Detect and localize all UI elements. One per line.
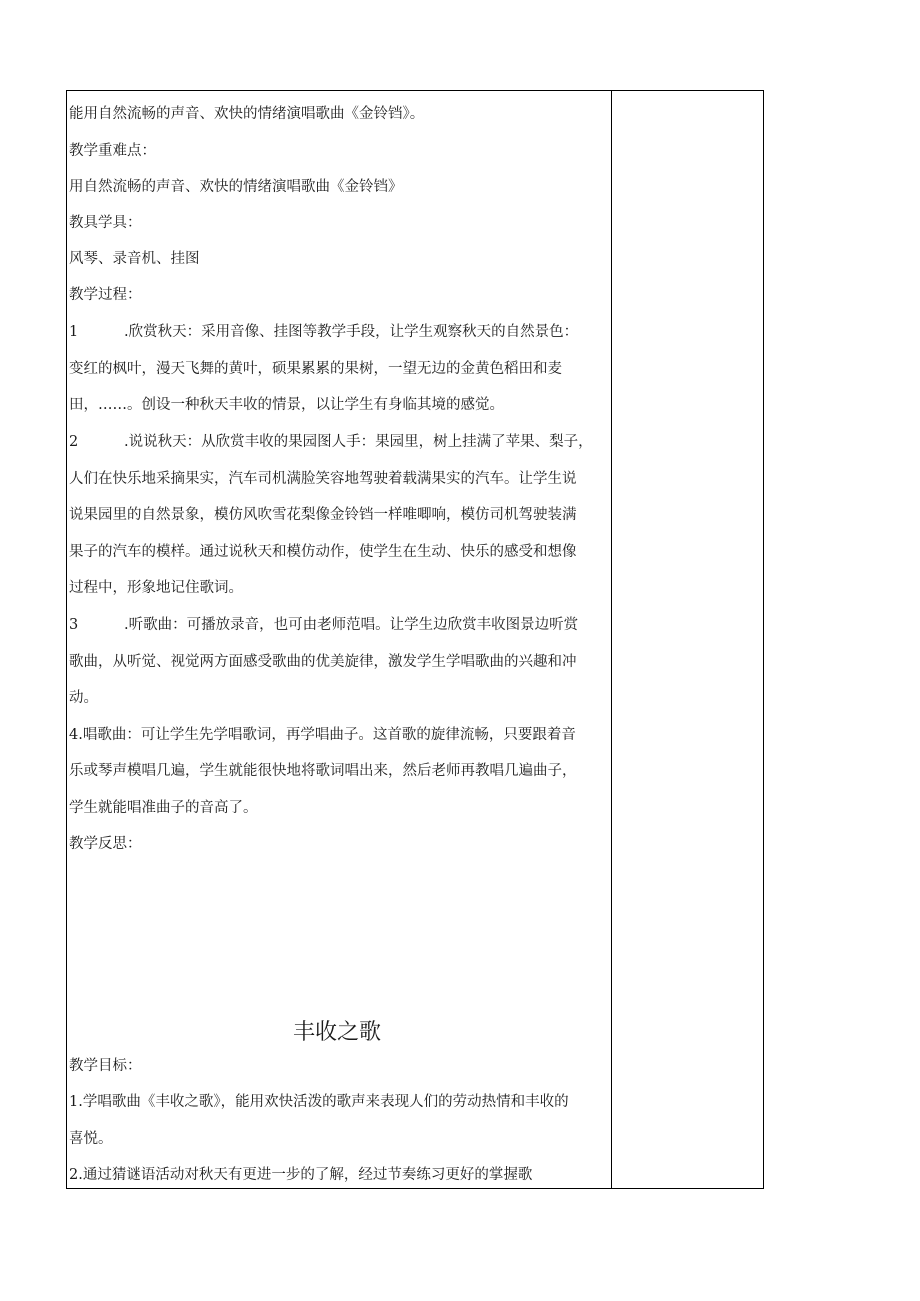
step-4-line-2: 乐或琴声模唱几遍，学生就能很快地将歌词唱出来，然后老师再教唱几遍曲子， bbox=[69, 763, 577, 779]
step-1-line-3: 田，……。创设一种秋天丰收的情景，以让学生有身临其境的感觉。 bbox=[69, 397, 504, 413]
materials-label: 教具学具： bbox=[69, 215, 142, 231]
objectives-label: 教学目标： bbox=[69, 1058, 142, 1074]
step-3-line-1: 3 .听歌曲：可播放录音，也可由老师范唱。让学生边欣赏丰收图景边听赏 bbox=[69, 617, 579, 633]
lesson-title: 丰收之歌 bbox=[293, 1020, 382, 1045]
objective-tail: 能用自然流畅的声音、欢快的情绪演唱歌曲《金铃铛》。 bbox=[69, 106, 425, 122]
step-3-number: 3 bbox=[69, 617, 79, 633]
objective-2-line-1: 2.通过猜谜语活动对秋天有更进一步的了解，经过节奏练习更好的掌握歌 bbox=[69, 1167, 533, 1183]
step-4-line-3: 学生就能唱准曲子的音高了。 bbox=[69, 800, 258, 816]
step-4-line-1: 4.唱歌曲：可让学生先学唱歌词，再学唱曲子。这首歌的旋律流畅，只要跟着音 bbox=[69, 727, 576, 743]
key-points-label: 教学重难点： bbox=[69, 143, 156, 159]
step-2-line-5: 过程中，形象地记住歌词。 bbox=[69, 580, 243, 596]
step-1-line-2: 变红的枫叶，漫天飞舞的黄叶，硕果累累的果树，一望无边的金黄色稻田和麦 bbox=[69, 361, 562, 377]
step-2-line-3: 说果园里的自然景象，模仿风吹雪花梨像金铃铛一样唯唧响，模仿司机驾驶装满 bbox=[69, 507, 577, 523]
key-points-text: 用自然流畅的声音、欢快的情绪演唱歌曲《金铃铛》 bbox=[69, 179, 403, 195]
step-1-number: 1 bbox=[69, 324, 79, 340]
objective-1-line-2: 喜悦。 bbox=[69, 1131, 113, 1147]
step-3-line-2: 歌曲，从听觉、视觉两方面感受歌曲的优美旋律，激发学生学唱歌曲的兴趣和冲 bbox=[69, 654, 577, 670]
column-divider bbox=[611, 91, 612, 1188]
step-2-line-1: 2 .说说秋天：从欣赏丰收的果园图人手：果园里，树上挂满了苹果、梨子， bbox=[69, 434, 593, 450]
step-3-line-3: 动。 bbox=[69, 690, 98, 706]
materials-text: 风琴、录音机、挂图 bbox=[69, 251, 200, 267]
step-1-line-1: 1 .欣赏秋天：采用音像、挂图等教学手段，让学生观察秋天的自然景色： bbox=[69, 324, 579, 340]
reflection-label: 教学反思： bbox=[69, 836, 142, 852]
step-2-line-2: 人们在快乐地采摘果实，汽车司机满脸笑容地驾驶着载满果实的汽车。让学生说 bbox=[69, 471, 577, 487]
lesson-plan-table bbox=[66, 90, 764, 1189]
step-2-number: 2 bbox=[69, 434, 79, 450]
step-2-line-4: 果子的汽车的模样。通过说秋天和模仿动作，使学生在生动、快乐的感受和想像 bbox=[69, 544, 577, 560]
process-label: 教学过程： bbox=[69, 287, 142, 303]
objective-1-line-1: 1.学唱歌曲《丰收之歌》，能用欢快活泼的歌声来表现人们的劳动热情和丰收的 bbox=[69, 1094, 569, 1110]
